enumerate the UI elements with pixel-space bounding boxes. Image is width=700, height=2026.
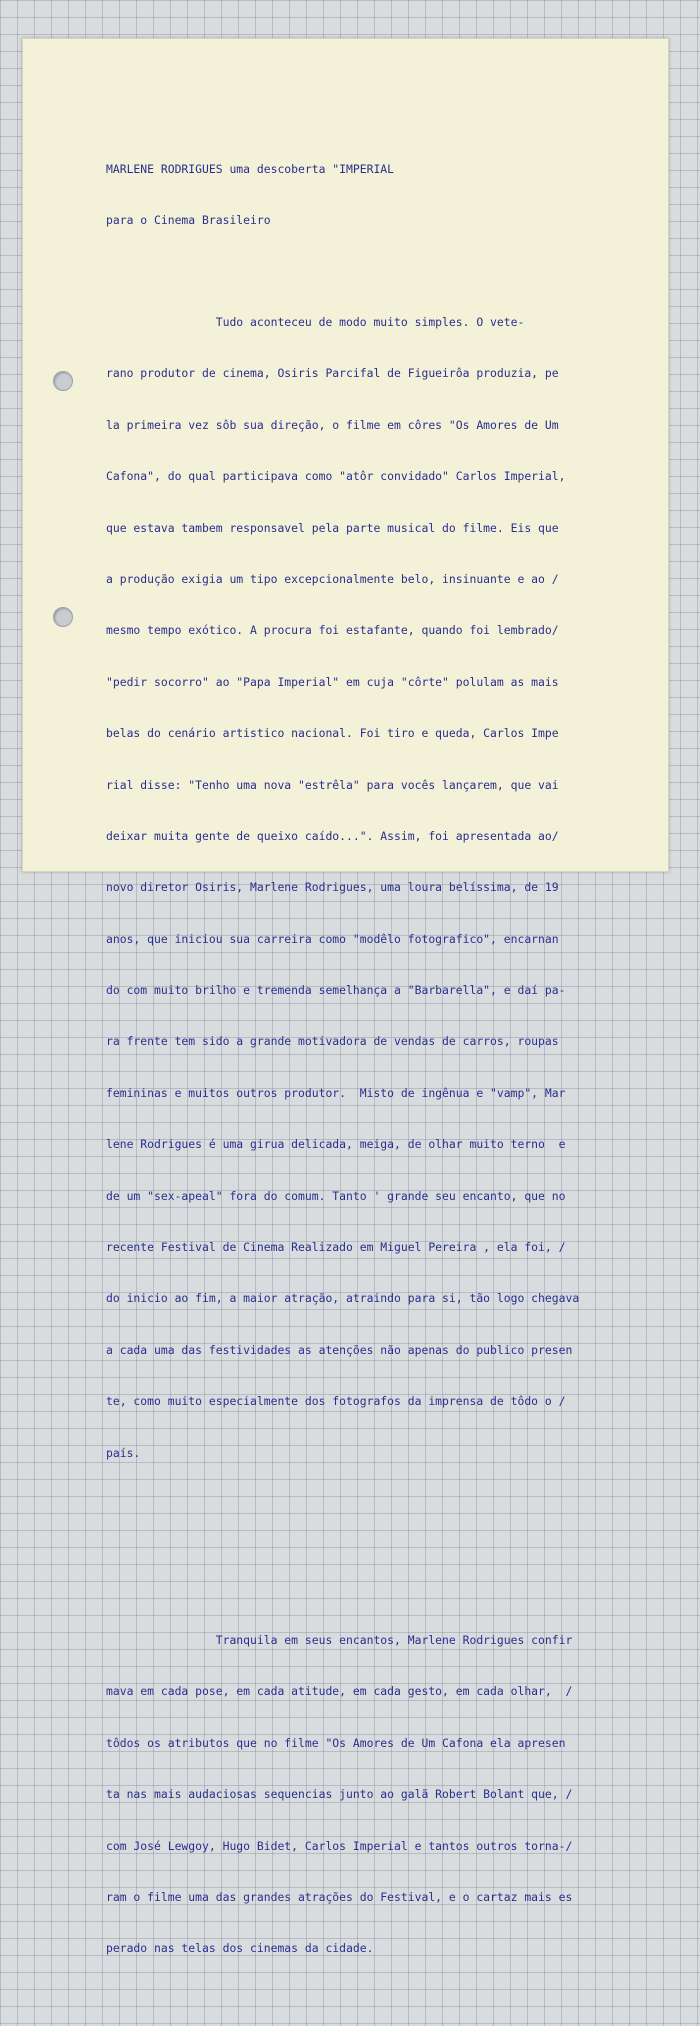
text-line: te, como muito especialmente dos fotografos da imprensa de tôdo o / <box>106 1394 566 1409</box>
document-title-line-1: MARLENE RODRIGUES uma descoberta "IMPERIAL <box>106 162 395 176</box>
text-line: "pedir socorro" ao "Papa Imperial" em cuja "côrte" polulam as mais <box>106 674 559 689</box>
text-line: de um "sex-apeal" fora do comum. Tanto ' grande seu encanto, que no <box>106 1188 566 1203</box>
text-line: do inicio ao fim, a maior atração, atraindo para si, tão logo chegava <box>106 1291 580 1306</box>
paragraph-2 <box>106 1598 666 1992</box>
text-line: Cafona", do qual participava como "atôr convidado" Carlos Imperial, <box>106 469 566 484</box>
text-line: la primeira vez sôb sua direção, o filme em côres "Os Amores de Um <box>106 417 559 432</box>
text-line: do com muito brilho e tremenda semelhança a "Barbarella", e daí pa- <box>106 983 566 998</box>
text-line: ra frente tem sido a grande motivadora de vendas de carros, roupas <box>106 1034 559 1049</box>
paragraph-1 <box>106 280 666 1496</box>
typewritten-page <box>22 38 669 1956</box>
text-line: recente Festival de Cinema Realizado em Miguel Pereira , ela foi, / <box>106 1240 566 1255</box>
text-line: Tranquila em seus encantos, Marlene Rodrigues confir <box>106 1632 573 1647</box>
text-line: novo diretor Osiris, Marlene Rodrigues, uma loura belíssima, de 19 <box>106 880 559 895</box>
typed-text-block <box>106 127 666 2026</box>
punch-hole <box>53 371 73 391</box>
text-line: a cada uma das festividades as atenções não apenas do publico presen <box>106 1342 573 1357</box>
text-line: mesmo tempo exótico. A procura foi estafante, quando foi lembrado/ <box>106 623 559 638</box>
text-line: belas do cenário artistico nacional. Foi tiro e queda, Carlos Impe <box>106 726 559 741</box>
text-line: país. <box>106 1445 141 1460</box>
text-line: rano produtor de cinema, Osiris Parcifal de Figueirôa produzia, pe <box>106 366 559 381</box>
text-line: tôdos os atributos que no filme "Os Amores de Um Cafona ela apresen <box>106 1735 566 1750</box>
text-line: com José Lewgoy, Hugo Bidet, Carlos Imperial e tantos outros torna-/ <box>106 1838 573 1853</box>
text-line: que estava tambem responsavel pela parte musical do filme. Eis que <box>106 520 559 535</box>
text-line: Tudo aconteceu de modo muito simples. O vete- <box>106 315 525 329</box>
text-line: deixar muita gente de queixo caído...". Assim, foi apresentada ao/ <box>106 828 559 843</box>
text-line: mava em cada pose, em cada atitude, em cada gesto, em cada olhar, / <box>106 1684 573 1699</box>
document-title-line-2: para o Cinema Brasileiro <box>106 213 271 227</box>
text-line: a produção exigia um tipo excepcionalmente belo, insinuante e ao / <box>106 571 559 586</box>
text-line: femininas e muitos outros produtor. Misto de ingênua e "vamp", Mar <box>106 1085 566 1100</box>
text-line: rial disse: "Tenho uma nova "estrêla" para vocês lançarem, que vai <box>106 777 559 792</box>
punch-hole <box>53 607 73 627</box>
text-line: anos, que iniciou sua carreira como "modêlo fotografico", encarnan <box>106 931 559 946</box>
text-line: ta nas mais audaciosas sequencias junto ao galã Robert Bolant que, / <box>106 1787 573 1802</box>
text-line: ram o filme uma das grandes atrações do Festival, e o cartaz mais es <box>106 1889 573 1904</box>
text-line: lene Rodrigues é uma girua delicada, meiga, de olhar muito terno e <box>106 1137 566 1152</box>
text-line: perado nas telas dos cinemas da cidade. <box>106 1941 374 1956</box>
